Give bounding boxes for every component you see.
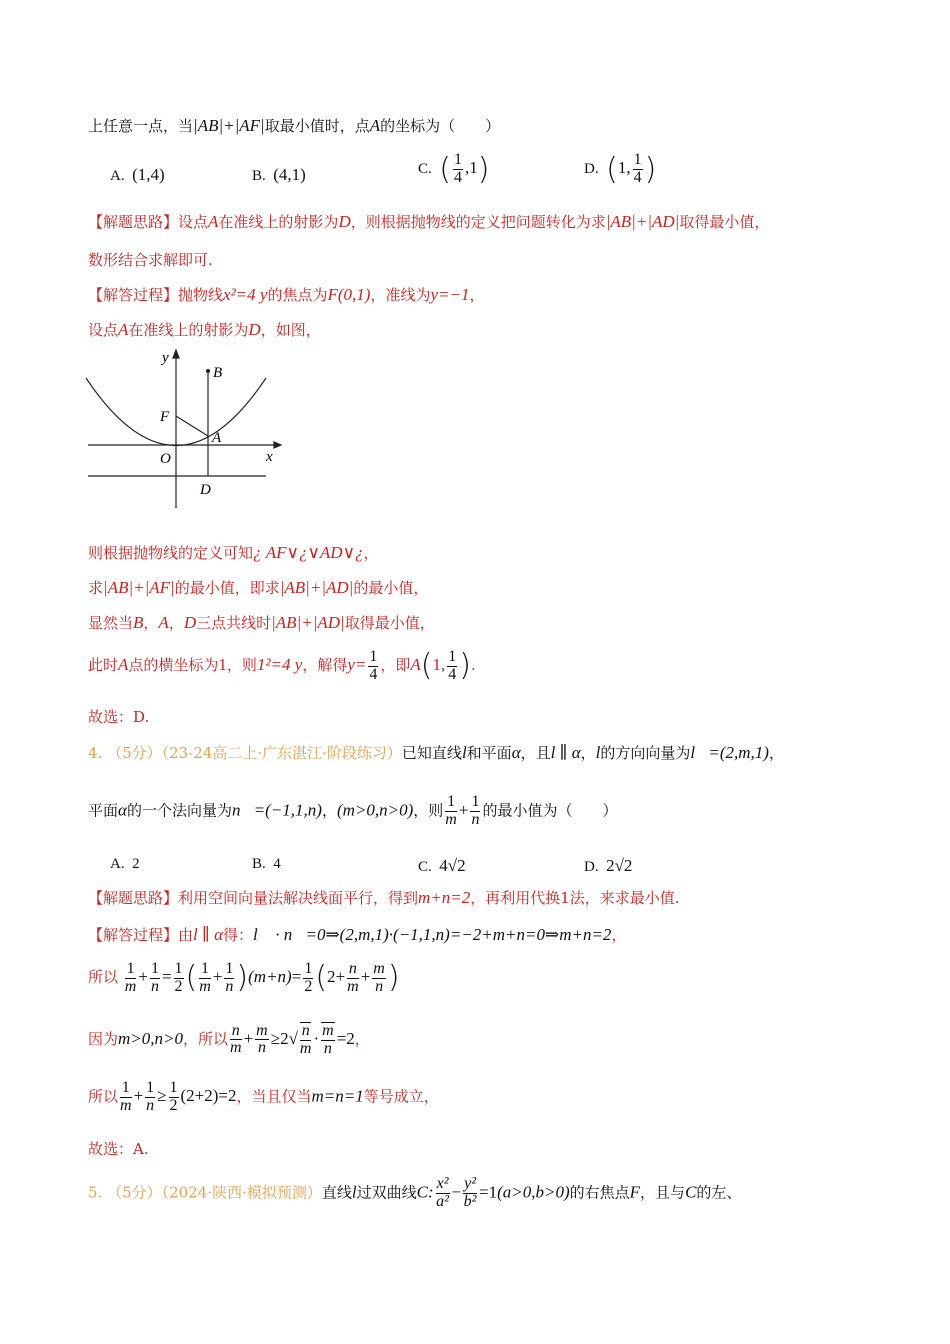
- label-d: D: [200, 482, 211, 498]
- solution-1-line2: 设点A在准线上的射影为D，如图，: [88, 320, 321, 339]
- solution-2-line3: 因为m>0,n>0，所以 $\frac{n}{m}$ + $\frac{m}{n}$ ≥2√ $\frac{n}{m}$ · $\frac{m}{n}$ =2，: [88, 1021, 370, 1057]
- label-f: F: [160, 409, 170, 425]
- y-axis-arrow: [173, 350, 179, 358]
- q3-option-b[interactable]: B. (4,1): [252, 165, 306, 184]
- q3-stem: 上任意一点，当|AB|+|AF|取最小值时，点A的坐标为（ ）: [88, 116, 501, 135]
- solution-1-line3: 则根据抛物线的定义可知¿ AF∨¿∨AD∨¿，: [88, 543, 379, 562]
- q4-option-d[interactable]: D. 2√2: [584, 856, 633, 875]
- q3-option-a[interactable]: A. (1,4): [110, 165, 165, 184]
- analysis-1-line2: 数形结合求解即可.: [88, 251, 213, 269]
- point-b: [206, 369, 210, 373]
- q5-stem: 5. （5分）（2024·陕西·模拟预测）直线l过双曲线C: $\frac{\text{x²}}{\text{a²}}$ − $\frac{\text{y²}}{\text{b²}}$ =1(a>0,b>0)的右焦点F，且与C的左、: [88, 1175, 742, 1210]
- solution-2-line1: 【解答过程】由l ∥ α得：l⃗ · n⃗=0⇒(2,m,1)·(−1,1,n)=−2+m+n=0⇒m+n=2，: [88, 925, 627, 944]
- solution-1-line5: 显然当B，A，D三点共线时|AB|+|AD|取得最小值，: [88, 613, 435, 632]
- answer-1: 故选：D.: [88, 708, 150, 726]
- answer-2: 故选：A.: [88, 1140, 149, 1158]
- solution-2-line2: 所以 $\frac{1}{m}$ + $\frac{1}{n}$ = $\frac{1}{2}$ ( $\frac{1}{m}$ + $\frac{1}{n}$ )(m+n)= $\frac{1}{2}$ (2+ $\frac{n}{m}$ + $\frac{m}{n}$ ): [88, 959, 400, 995]
- label-b: B: [213, 365, 223, 381]
- q4-option-a[interactable]: A. 2: [110, 856, 140, 872]
- q3-option-d[interactable]: D. (1, $\frac{1}{4}$ ): [584, 151, 657, 187]
- analysis-2: 【解题思路】利用空间向量法解决线面平行，得到m+n=2，再利用代换1法，来求最小值.: [88, 888, 680, 907]
- segment-fa: [176, 416, 208, 436]
- label-x: x: [266, 449, 273, 465]
- analysis-1-line1: 【解题思路】设点A在准线上的射影为D，则根据抛物线的定义把问题转化为求|AB|+|AD|取得最小值，: [88, 212, 770, 231]
- label-a: A: [212, 430, 222, 446]
- x-axis-arrow: [274, 442, 281, 448]
- q4-option-b[interactable]: B. 4: [252, 856, 281, 872]
- q4-stem-line2: 平面α的一个法向量为n⃗=(−1,1,n)，(m>0,n>0)，则 $\frac{1}{m}$ + $\frac{1}{n}$ 的最小值为（ ）: [88, 793, 618, 828]
- parabola-figure: [84, 348, 284, 510]
- q4-option-c[interactable]: C. 4√2: [418, 856, 466, 875]
- q4-stem-line1: 4. （5分）（23-24高二上·广东湛江·阶段练习）已知直线l和平面α，且l ∥ α，l的方向向量为l⃗=(2,m,1)，: [88, 743, 784, 762]
- solution-1-line4: 求|AB|+|AF|的最小值，即求|AB|+|AD|的最小值，: [88, 578, 429, 597]
- label-y: y: [162, 350, 169, 366]
- solution-2-line4: 所以 $\frac{1}{m}$ + $\frac{1}{n}$ ≥ $\frac{1}{2}$ (2+2)=2，当且仅当m=n=1等号成立，: [88, 1079, 439, 1114]
- solution-1-line6: 此时A点的横坐标为1，则1²=4 y，解得y= $\frac{1}{4}$ ，即A(1, $\frac{1}{4}$ ).: [88, 647, 476, 683]
- solution-1-line1: 【解答过程】抛物线x²=4 y的焦点为F(0,1)，准线为y=−1，: [88, 285, 485, 304]
- label-o: O: [160, 451, 171, 467]
- q3-option-c[interactable]: C. ( $\frac{1}{4}$ ,1): [418, 151, 490, 187]
